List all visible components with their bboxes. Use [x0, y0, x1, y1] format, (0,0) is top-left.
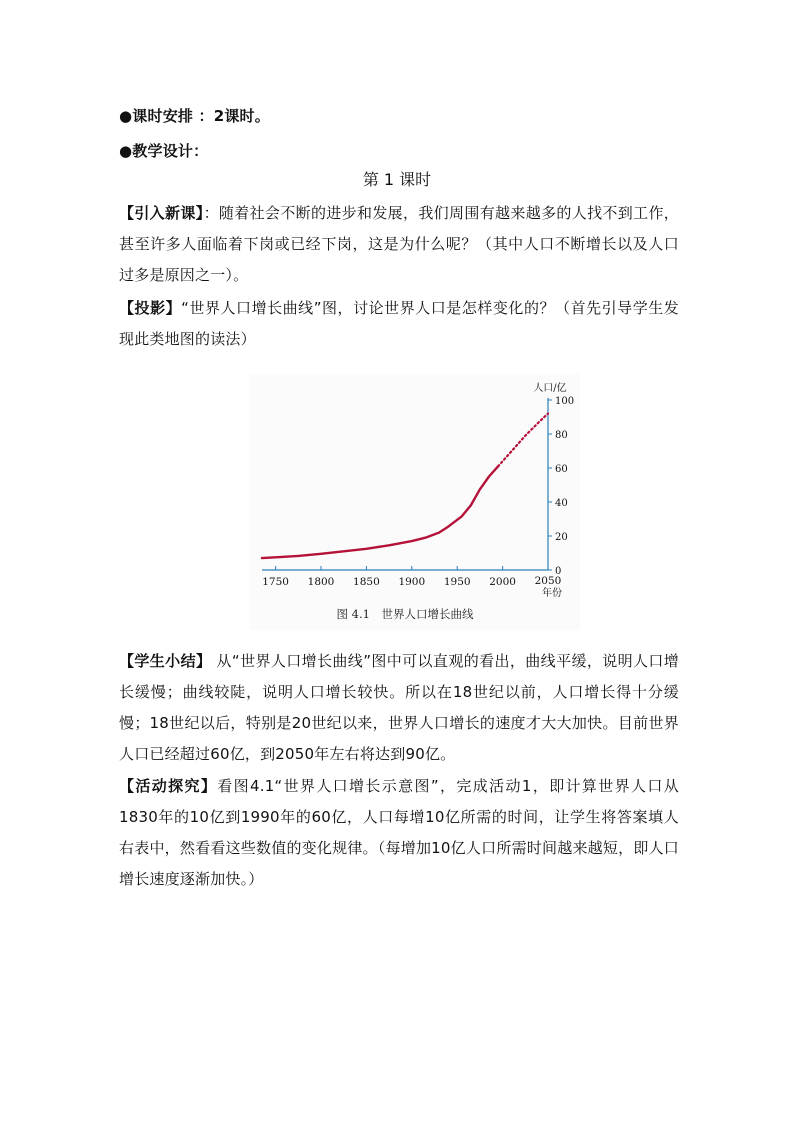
chart-y-tick-label: 60 [555, 464, 568, 475]
chart-x-tick-label: 1900 [398, 576, 426, 588]
chart-y-tick-label: 0 [555, 566, 562, 577]
chart-y-tick-label: 40 [555, 498, 568, 509]
chart-x-tick-label: 2050 [534, 575, 562, 587]
chart-y-axis-label: 人口/亿 [533, 383, 567, 394]
chart-x-tick-label: 1850 [353, 576, 380, 588]
activity-tag: 【活动探究】 [119, 777, 218, 795]
intro-tag: 【引入新课】 [119, 204, 204, 222]
summary-paragraph [119, 646, 679, 770]
chart-x-tick-label: 2000 [489, 576, 516, 588]
chart-x-axis-label: 年份 [542, 588, 562, 599]
teaching-design-label: ●教学设计： [119, 142, 209, 160]
lesson-schedule: ●课时安排 ：2课时。 [119, 107, 270, 125]
chart-x-tick-label: 1750 [262, 576, 289, 588]
chart-x-tick-label: 1800 [307, 576, 335, 588]
projection-paragraph [119, 293, 679, 355]
section-title: 第 1 课时 [362, 170, 432, 189]
projection-tag: 【投影】 [119, 299, 182, 317]
chart-y-tick-label: 20 [555, 532, 568, 543]
chart-x-tick-label: 1950 [443, 576, 471, 588]
summary-text: 从“世界人口增长曲线”图中可以直观的看出，曲线平缓，说明人口增长缓慢；曲线较陡，说明人口增长较快。所以在18世纪以前，人口增长得十分缓慢；18世纪以后，特别是20世纪以来，世界人口增长的速度才大大加快。目前世界人口已经超过60亿，到2050年左右将达到90亿。 [119, 652, 680, 763]
chart-y-tick-label: 80 [555, 430, 568, 441]
projection-text: “世界人口增长曲线”图，讨论世界人口是怎样变化的？（首先引导学生发现此类地图的读法） [119, 299, 679, 348]
intro-text: ：随着社会不断的进步和发展，我们周围有越来越多的人找不到工作，甚至许多人面临着下岗或已经下岗，这是为什么呢？（其中人口不断增长以及人口过多是原因之一）。 [119, 204, 679, 284]
activity-text: 看图4.1“世界人口增长示意图”，完成活动1，即计算世界人口从1830年的10亿到1990年的60亿，人口每增10亿所需的时间，让学生将答案填人右表中，然看看这些数值的变化规律。（每增加10亿人口所需时间越来越短，即人口增长速度逐渐加快。） [119, 777, 679, 888]
activity-paragraph [119, 771, 679, 895]
intro-paragraph [119, 198, 679, 291]
summary-tag: 【学生小结】 [119, 652, 212, 670]
chart-background [250, 374, 580, 630]
chart-title: 图 4.1 世界人口增长曲线 [336, 607, 474, 621]
chart-y-tick-label: 100 [555, 396, 575, 407]
population-chart [250, 374, 580, 630]
